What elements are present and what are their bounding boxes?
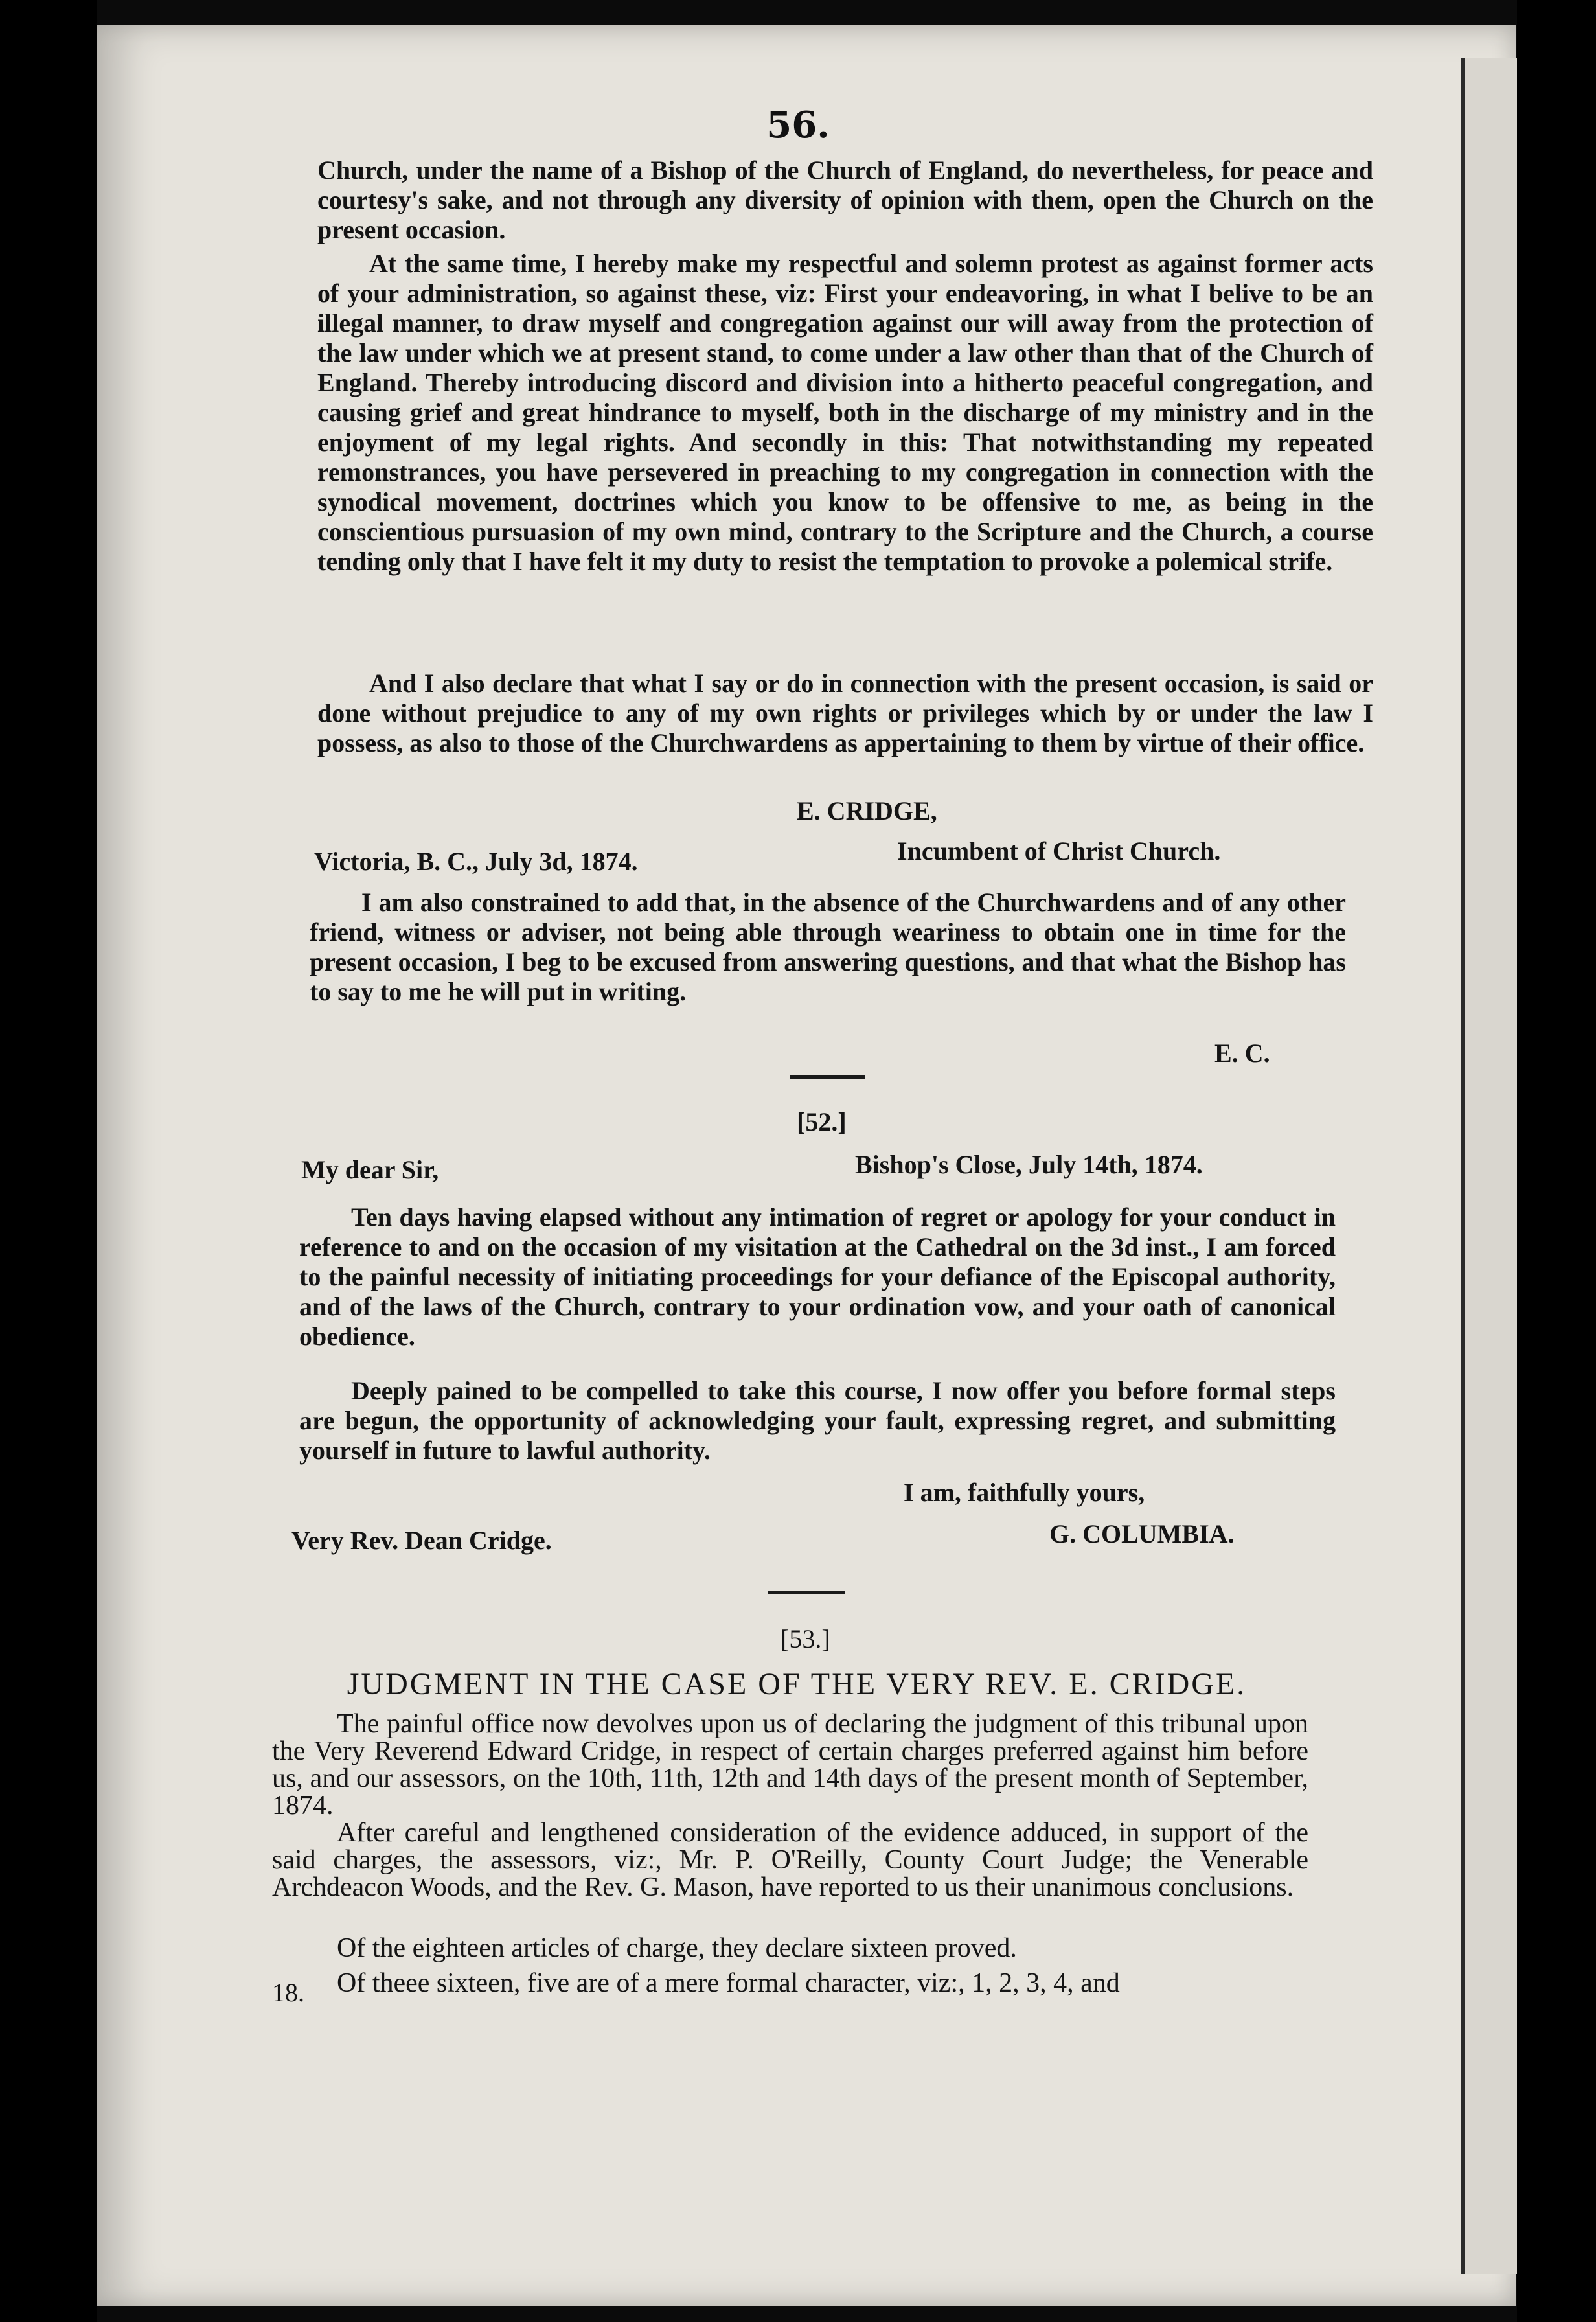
- signer-title: Incumbent of Christ Church.: [897, 836, 1221, 866]
- judgment-paragraph-2: After careful and lengthened consideration of the evidence adduced, in support of the said charges, the assessors, viz:, Mr. P. O'Reilly, County Court Judge; the Venerable Archdeacon Woods, and the Rev. G. Mason, have reported to us their unanimous conclusions.: [272, 1818, 1308, 1902]
- scan-border-right: [1517, 0, 1596, 2322]
- letter-dateline: Bishop's Close, July 14th, 1874.: [855, 1150, 1203, 1179]
- judgment-paragraph-3: Of the eighteen articles of charge, they declare sixteen proved.: [337, 1933, 1017, 1963]
- adjacent-page-edge: [1465, 58, 1517, 2274]
- letter-salutation: My dear Sir,: [301, 1155, 439, 1184]
- letter-addressee: Very Rev. Dean Cridge.: [291, 1526, 552, 1555]
- letter-paragraph-2: Deeply pained to be compelled to take this course, I now offer you before formal steps are begun, the opportunity of acknowledging your fault, expressing regret, and submitting yourself in future to lawful authority.: [299, 1376, 1336, 1465]
- initials: E. C.: [1214, 1039, 1270, 1068]
- judgment-paragraph-4: Of theee sixteen, five are of a mere formal character, viz:, 1, 2, 3, 4, and: [337, 1968, 1120, 1998]
- judgment-number: [53.]: [781, 1624, 830, 1653]
- letter-paragraph-1: Ten days having elapsed without any intimation of regret or apology for your conduct in reference to and on the occasion of my visitation at the Cathedral on the 3d inst., I am forced to the painful necessity of initiating proceedings for your defiance of the Episcopal authority, and of the laws of the Church, contrary to your ordination vow, and your oath of canonical obedience.: [299, 1202, 1336, 1351]
- section-divider: [790, 1075, 865, 1079]
- protest-paragraph-2: At the same time, I hereby make my respectful and solemn protest as against former acts of your administration, so against these, viz: First your endeavoring, in what I belive to be an illegal manner, to draw myself and congregation against our will away from the protection of the law under which we at present stand, to come under a law other than that of the Church of England. Thereby introducing discord and division into a hitherto peaceful congregation, and causing grief and great hindrance to myself, both in the discharge of my ministry and in the enjoyment of my legal rights. And secondly in this: That notwithstanding my repeated remonstrances, you have persevered in preaching to my congregation in connection with the synodical movement, doctrines which you know to be offensive to me, as being in the conscientious pursuasion of my own mind, contrary to the Scripture and the Church, a course tending only that I have felt it my duty to resist the temptation to provoke a polemical strife.: [317, 249, 1373, 576]
- protest-paragraph-1: Church, under the name of a Bishop of the Church of England, do nevertheless, for peace and courtesy's sake, and not through any diversity of opinion with them, open the Church on the present occasion.: [317, 155, 1373, 244]
- judgment-paragraph-1: The painful office now devolves upon us of declaring the judgment of this tribunal upon the Very Reverend Edward Cridge, in respect of certain charges preferred against him before us, and our assessors, on the 10th, 11th, 12th and 14th days of the present month of September, 1874.: [272, 1709, 1308, 1821]
- place-and-date: Victoria, B. C., July 3d, 1874.: [314, 847, 638, 876]
- letter-closing: I am, faithfully yours,: [904, 1478, 1145, 1507]
- letter-number: [52.]: [797, 1107, 847, 1136]
- scan-border-left: [0, 0, 97, 2322]
- section-divider: [768, 1591, 845, 1594]
- page-gutter-line: [1461, 58, 1465, 2274]
- signer-name: E. CRIDGE,: [797, 796, 937, 825]
- protest-paragraph-3: And I also declare that what I say or do in connection with the present occasion, is said or done without prejudice to any of my own rights or privileges which by or under the law I possess, as also to those of the Churchwardens as appertaining to them by virtue of their office.: [317, 669, 1373, 757]
- signature-mark: 18.: [272, 1978, 304, 2007]
- letter-signature: G. COLUMBIA.: [1049, 1519, 1235, 1548]
- judgment-title: JUDGMENT IN THE CASE OF THE VERY REV. E. CRIDGE.: [347, 1667, 1247, 1701]
- page-number: 56.: [766, 104, 830, 146]
- postscript-paragraph: I am also constrained to add that, in the absence of the Churchwardens and of any other friend, witness or adviser, not being able through weariness to obtain one in time for the present occasion, I beg to be excused from answering questions, and that what the Bishop has to say to me he will put in writing.: [310, 888, 1346, 1006]
